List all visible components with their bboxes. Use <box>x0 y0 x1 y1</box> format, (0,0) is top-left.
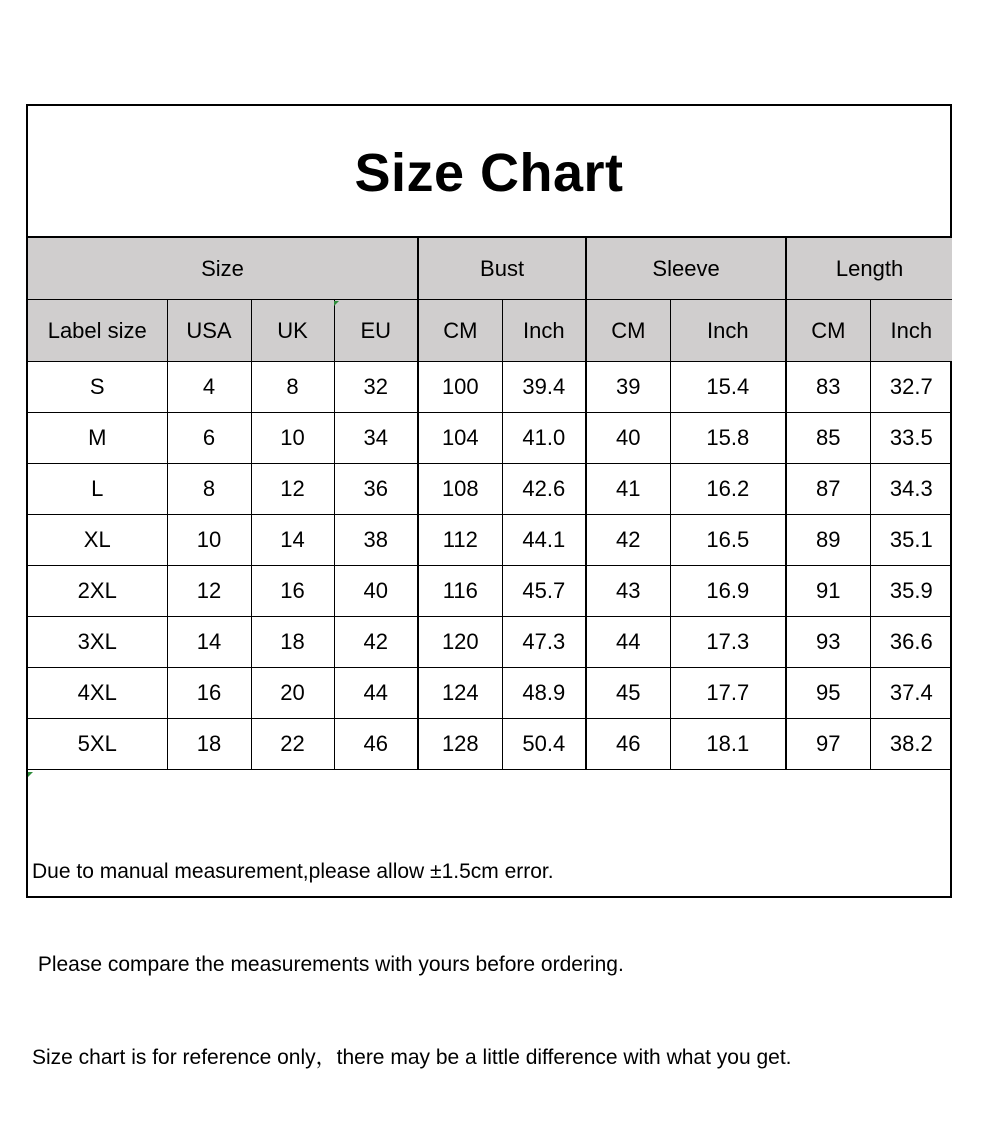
cell-usa: 12 <box>167 566 251 617</box>
cell-eu: 40 <box>334 566 418 617</box>
cell-sleeve-cm: 42 <box>586 515 670 566</box>
group-header-size: Size <box>28 238 418 300</box>
cell-sleeve-cm: 39 <box>586 362 670 413</box>
page-title: Size Chart <box>354 143 624 203</box>
note-line: Please compare the measurements with yours before ordering. <box>32 953 624 976</box>
cell-label-size: 3XL <box>28 617 167 668</box>
cell-eu: 34 <box>334 413 418 464</box>
cell-usa: 14 <box>167 617 251 668</box>
cell-eu: 36 <box>334 464 418 515</box>
cell-sleeve-inch: 16.2 <box>670 464 786 515</box>
cell-uk: 18 <box>251 617 334 668</box>
cell-sleeve-cm: 45 <box>586 668 670 719</box>
cell-length-inch: 38.2 <box>870 719 952 770</box>
cell-length-cm: 91 <box>786 566 870 617</box>
cell-length-cm: 89 <box>786 515 870 566</box>
sub-header-bust-inch: Inch <box>502 300 586 362</box>
cell-usa: 10 <box>167 515 251 566</box>
cell-length-inch: 32.7 <box>870 362 952 413</box>
cell-uk: 10 <box>251 413 334 464</box>
cell-bust-inch: 44.1 <box>502 515 586 566</box>
cell-length-inch: 37.4 <box>870 668 952 719</box>
title-row <box>28 106 950 238</box>
cell-label-size: 5XL <box>28 719 167 770</box>
cell-uk: 14 <box>251 515 334 566</box>
cell-sleeve-cm: 46 <box>586 719 670 770</box>
sub-header-uk: UK <box>251 300 334 362</box>
cell-bust-inch: 42.6 <box>502 464 586 515</box>
cell-uk: 8 <box>251 362 334 413</box>
cell-eu: 46 <box>334 719 418 770</box>
table-row <box>28 719 952 770</box>
cell-label-size: M <box>28 413 167 464</box>
cell-length-cm: 93 <box>786 617 870 668</box>
cell-bust-inch: 47.3 <box>502 617 586 668</box>
cell-bust-cm: 120 <box>418 617 502 668</box>
sub-header-label-size: Label size <box>28 300 167 362</box>
cell-usa: 8 <box>167 464 251 515</box>
cell-sleeve-inch: 16.5 <box>670 515 786 566</box>
table-body <box>28 362 952 770</box>
note-line: Size chart is for reference only，there may be a little difference with what you get. <box>32 1046 792 1069</box>
table-row <box>28 464 952 515</box>
group-header-length: Length <box>786 238 952 300</box>
cell-label-size: S <box>28 362 167 413</box>
cell-usa: 6 <box>167 413 251 464</box>
cell-bust-inch: 48.9 <box>502 668 586 719</box>
cell-bust-inch: 39.4 <box>502 362 586 413</box>
cell-usa: 16 <box>167 668 251 719</box>
cell-length-inch: 33.5 <box>870 413 952 464</box>
cell-sleeve-inch: 17.7 <box>670 668 786 719</box>
sub-header-length-cm: CM <box>786 300 870 362</box>
note-line: Due to manual measurement,please allow ±1.5cm error. <box>32 860 554 883</box>
cell-length-inch: 35.1 <box>870 515 952 566</box>
cell-label-size: L <box>28 464 167 515</box>
sub-header-usa: USA <box>167 300 251 362</box>
cell-sleeve-cm: 44 <box>586 617 670 668</box>
cell-marker-icon <box>28 772 33 777</box>
cell-bust-cm: 116 <box>418 566 502 617</box>
cell-sleeve-inch: 15.8 <box>670 413 786 464</box>
cell-bust-cm: 108 <box>418 464 502 515</box>
cell-bust-cm: 100 <box>418 362 502 413</box>
cell-eu: 44 <box>334 668 418 719</box>
cell-length-cm: 85 <box>786 413 870 464</box>
cell-eu: 42 <box>334 617 418 668</box>
cell-bust-inch: 45.7 <box>502 566 586 617</box>
group-header-row <box>28 238 952 300</box>
cell-label-size: 2XL <box>28 566 167 617</box>
notes <box>32 794 946 1135</box>
cell-sleeve-cm: 40 <box>586 413 670 464</box>
cell-sleeve-inch: 17.3 <box>670 617 786 668</box>
group-header-sleeve: Sleeve <box>586 238 786 300</box>
sub-header-sleeve-inch: Inch <box>670 300 786 362</box>
cell-uk: 16 <box>251 566 334 617</box>
sub-header-sleeve-cm: CM <box>586 300 670 362</box>
cell-length-inch: 36.6 <box>870 617 952 668</box>
cell-label-size: 4XL <box>28 668 167 719</box>
cell-label-size: XL <box>28 515 167 566</box>
sub-header-row <box>28 300 952 362</box>
cell-uk: 12 <box>251 464 334 515</box>
cell-sleeve-cm: 41 <box>586 464 670 515</box>
sub-header-length-inch: Inch <box>870 300 952 362</box>
table-row <box>28 566 952 617</box>
cell-eu: 32 <box>334 362 418 413</box>
table-row <box>28 362 952 413</box>
cell-bust-cm: 124 <box>418 668 502 719</box>
cell-sleeve-cm: 43 <box>586 566 670 617</box>
cell-sleeve-inch: 16.9 <box>670 566 786 617</box>
cell-bust-inch: 41.0 <box>502 413 586 464</box>
sub-header-bust-cm: CM <box>418 300 502 362</box>
cell-marker-icon <box>334 301 339 306</box>
cell-length-inch: 34.3 <box>870 464 952 515</box>
cell-length-cm: 83 <box>786 362 870 413</box>
cell-bust-cm: 112 <box>418 515 502 566</box>
size-table <box>28 238 952 770</box>
cell-length-cm: 95 <box>786 668 870 719</box>
cell-eu: 38 <box>334 515 418 566</box>
group-header-bust: Bust <box>418 238 586 300</box>
cell-length-inch: 35.9 <box>870 566 952 617</box>
cell-sleeve-inch: 15.4 <box>670 362 786 413</box>
cell-length-cm: 97 <box>786 719 870 770</box>
cell-bust-cm: 104 <box>418 413 502 464</box>
sub-header-eu: EU <box>334 300 418 362</box>
table-row <box>28 413 952 464</box>
table-row <box>28 617 952 668</box>
cell-uk: 22 <box>251 719 334 770</box>
size-chart-sheet <box>26 104 952 1069</box>
cell-sleeve-inch: 18.1 <box>670 719 786 770</box>
cell-usa: 18 <box>167 719 251 770</box>
cell-length-cm: 87 <box>786 464 870 515</box>
cell-uk: 20 <box>251 668 334 719</box>
cell-usa: 4 <box>167 362 251 413</box>
table-row <box>28 668 952 719</box>
table-row <box>28 515 952 566</box>
cell-bust-inch: 50.4 <box>502 719 586 770</box>
cell-bust-cm: 128 <box>418 719 502 770</box>
